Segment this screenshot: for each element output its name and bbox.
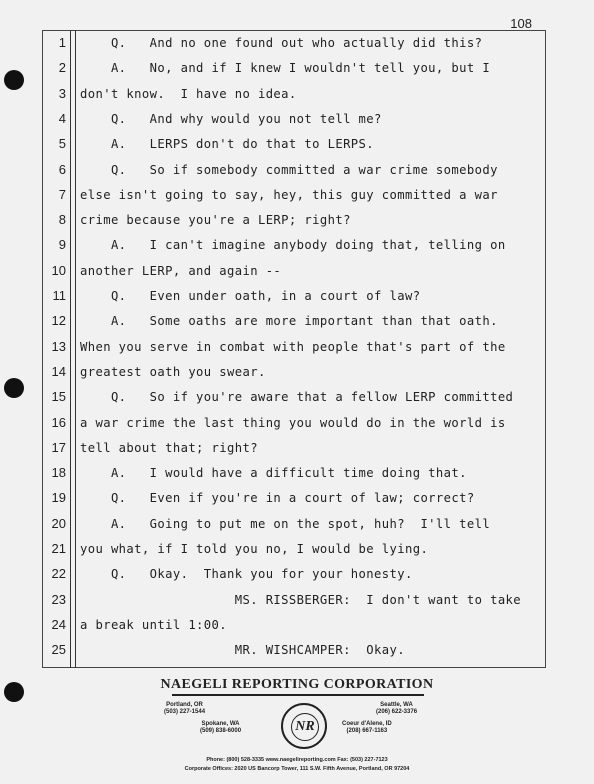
seal-monogram: NR <box>291 713 319 741</box>
binder-hole-top <box>4 70 24 90</box>
office-city: Portland, OR <box>166 702 203 708</box>
office-city: Coeur d'Alene, ID <box>342 721 392 727</box>
line-number: 18 <box>51 465 66 481</box>
contact-line: Phone: (800) 528-3335 www.naegelireporting.com Fax: (503) 227-7123 <box>206 757 388 763</box>
line-number: 21 <box>51 541 66 556</box>
transcript-line: a war crime the last thing you would do in the world is <box>80 415 506 430</box>
line-number: 16 <box>51 414 66 430</box>
office-seattle <box>376 702 417 716</box>
transcript-line: you what, if I told you no, I would be lying. <box>80 542 429 556</box>
office-portland <box>164 702 205 716</box>
line-number: 3 <box>58 85 66 101</box>
line-number: 1 <box>58 35 66 50</box>
line-number: 2 <box>58 60 66 76</box>
line-number: 23 <box>51 591 66 607</box>
transcript-line: crime because you're a LERP; right? <box>80 213 351 228</box>
transcript-line: Q. So if you're aware that a fellow LERP committed <box>80 390 514 405</box>
line-number: 24 <box>51 616 66 632</box>
corporate-address-line: Corporate Offices: 2020 US Bancorp Tower, 111 S.W. Fifth Avenue, Portland, OR 97204 <box>184 766 410 772</box>
office-phone: (509) 838-6000 <box>200 728 242 734</box>
line-number: 5 <box>58 136 66 152</box>
transcript-line: don't know. I have no idea. <box>80 86 297 101</box>
office-phone: (208) 667-1163 <box>346 728 388 734</box>
transcript-line: Q. Okay. Thank you for your honesty. <box>80 567 413 582</box>
line-number: 12 <box>51 313 66 329</box>
office-city: Seattle, WA <box>380 702 413 708</box>
company-name-rule <box>172 694 424 696</box>
line-number: 7 <box>58 186 66 202</box>
line-number: 14 <box>51 363 66 379</box>
line-number: 17 <box>51 439 66 455</box>
line-number: 11 <box>52 288 66 303</box>
office-phone: (503) 227-1544 <box>164 709 206 715</box>
page-number: 108 <box>510 16 532 31</box>
transcript-line: MS. RISSBERGER: I don't want to take <box>80 592 522 607</box>
transcript-line: MR. WISHCAMPER: Okay. <box>80 643 405 658</box>
transcript-line: Q. And why would you not tell me? <box>80 111 382 126</box>
line-number: 20 <box>51 515 66 531</box>
line-number: 13 <box>51 338 66 354</box>
office-spokane <box>200 721 241 735</box>
transcript-line: Q. Even if you're in a court of law; correct? <box>80 491 475 506</box>
transcript-line: When you serve in combat with people that's part of the <box>80 339 506 354</box>
transcript-line: Q. And no one found out who actually did this? <box>80 36 483 50</box>
line-number-divider-inner <box>75 30 76 668</box>
office-coeur-dalene <box>342 721 392 735</box>
line-number: 19 <box>51 490 66 506</box>
line-number: 9 <box>58 237 66 253</box>
line-number: 10 <box>51 262 66 278</box>
office-city: Spokane, WA <box>201 721 240 727</box>
transcript-line: Q. So if somebody committed a war crime somebody <box>80 162 498 177</box>
transcript-line: greatest oath you swear. <box>80 364 266 379</box>
line-number: 22 <box>51 566 66 582</box>
company-name: NAEGELI REPORTING CORPORATION <box>160 677 434 692</box>
transcript-line: A. Going to put me on the spot, huh? I'll tell <box>80 516 491 531</box>
line-number: 4 <box>58 110 66 126</box>
office-phone: (206) 622-3376 <box>376 709 418 715</box>
transcript-line: Q. Even under oath, in a court of law? <box>80 289 421 303</box>
line-number: 15 <box>51 389 66 405</box>
transcript-line: else isn't going to say, hey, this guy committed a war <box>80 187 498 202</box>
transcript-line: A. I would have a difficult time doing that. <box>80 466 467 481</box>
line-number-divider <box>70 30 71 668</box>
transcript-line: another LERP, and again -- <box>80 263 282 278</box>
transcript-line: A. LERPS don't do that to LERPS. <box>80 137 375 152</box>
line-number: 8 <box>58 212 66 228</box>
transcript-line: A. Some oaths are more important than that oath. <box>80 314 498 329</box>
company-seal-logo <box>281 703 327 749</box>
line-number: 6 <box>58 161 66 177</box>
transcript-line: a break until 1:00. <box>80 617 228 632</box>
transcript-line: A. I can't imagine anybody doing that, telling on <box>80 238 506 253</box>
line-number: 25 <box>51 642 66 658</box>
transcript-line: tell about that; right? <box>80 440 258 455</box>
transcript-line: A. No, and if I knew I wouldn't tell you, but I <box>80 61 491 76</box>
binder-hole-middle <box>4 378 24 398</box>
